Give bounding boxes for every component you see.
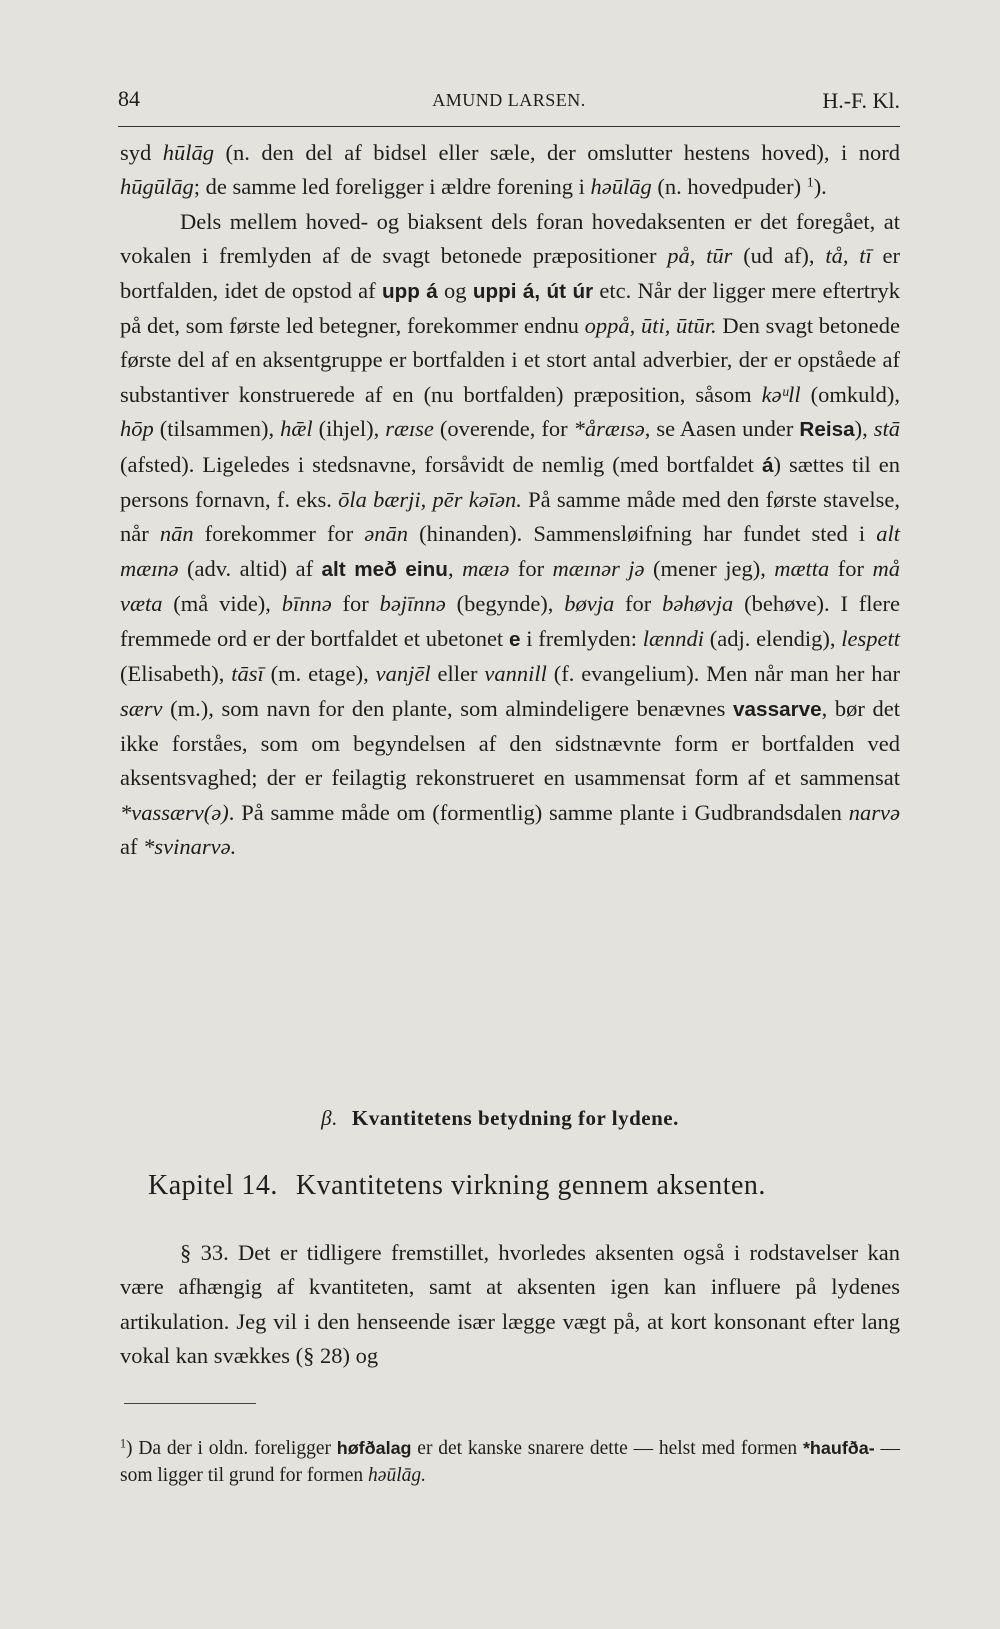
italic-word: tāsī <box>231 661 264 687</box>
text-run: (f. evangelium). Men når man her har <box>546 661 901 687</box>
text-run: (hinanden). Sammensløifning har fundet sted i <box>408 521 877 547</box>
text-run: af <box>120 834 144 860</box>
italic-word: lænndi <box>642 625 705 651</box>
header-section: H.-F. Kl. <box>822 88 900 113</box>
running-header <box>118 86 900 116</box>
chapter-label: Kapitel 14. <box>148 1170 278 1201</box>
text-run: (n. hovedpuder) <box>651 174 807 200</box>
section-text <box>120 1236 900 1374</box>
italic-word: oppå, ūti, ūtūr. <box>584 313 717 339</box>
italic-word: *svinarvə. <box>143 834 237 860</box>
italic-word: mæɪə <box>462 555 510 581</box>
text-run: (m.), som navn for den plante, som almindeligere benævnes <box>162 695 734 721</box>
text-run: , se Aasen under <box>644 416 800 442</box>
italic-word: ræɪse <box>385 416 434 442</box>
italic-word: bəhøvja <box>662 591 734 617</box>
italic-word: həūlāg <box>590 174 652 200</box>
italic-word: bəjīnnə <box>379 591 446 617</box>
text-run: , bør det ikke forståes, som om begyndelsen af den sidstnævnte form er bortfalden ved aksentsvaghed; der er feilagtig rekonstrueret en usammensat form af et sammensat <box>120 695 901 791</box>
main-text <box>120 136 900 865</box>
italic-word: lespett <box>841 625 901 651</box>
italic-word: vanjēl <box>375 661 431 687</box>
text-run: for <box>614 591 663 617</box>
italic-word: mæɪnər jə <box>552 555 645 581</box>
text-run: for <box>331 591 380 617</box>
footnote-body <box>120 1438 900 1486</box>
italic-word: narvə <box>848 799 900 825</box>
text-run: for <box>829 555 873 581</box>
footnote-rule <box>124 1403 256 1404</box>
footnote-marker: 1 <box>120 1436 127 1451</box>
text-run: er det kanske snarere dette — helst med formen <box>411 1438 803 1459</box>
bold-word: upp á <box>381 279 438 303</box>
italic-word: vannill <box>484 661 547 687</box>
text-run: (begynde), <box>445 591 565 617</box>
text-run: og <box>437 277 473 303</box>
text-run: forekommer for <box>193 521 365 547</box>
text-run: (omkuld), <box>800 381 900 407</box>
chapter-title: Kvantitetens virkning gennem aksenten. <box>295 1170 766 1201</box>
footnote <box>120 1435 900 1489</box>
bold-word: høfðalag <box>336 1438 412 1458</box>
bold-word: uppi á, út úr <box>472 279 594 303</box>
section-paragraph <box>120 1236 900 1374</box>
header-rule <box>118 126 900 127</box>
paragraph <box>120 205 900 865</box>
text-run: ) sættes til en persons fornavn, f. eks. <box>120 451 900 513</box>
text-run: På samme måde med den første stavelse, når <box>120 487 900 547</box>
italic-word: må væta <box>120 555 900 617</box>
text-run: ) Da der i oldn. foreligger <box>126 1438 337 1459</box>
text-run: ; de samme led foreligger i ældre forening i <box>193 174 591 200</box>
subheading <box>0 1106 1000 1131</box>
italic-word: særv <box>120 695 163 721</box>
italic-word: kəᵘll <box>761 381 801 407</box>
paragraph <box>120 136 900 205</box>
text-run: (må vide), <box>162 591 282 617</box>
text-run: er bortfalden, idet de opstod af <box>120 243 900 303</box>
text-run: (Elisabeth), <box>120 661 232 687</box>
italic-word: bīnnə <box>281 591 332 617</box>
text-run: eller <box>430 661 485 687</box>
italic-word: bøvja <box>564 591 615 617</box>
text-run: etc. Når der ligger mere eftertryk på det, som første led betegner, forekommer endnu <box>120 277 901 339</box>
italic-word: ənān <box>364 521 409 547</box>
text-run: (adv. altid) af <box>178 555 322 581</box>
section-sign: § 33. <box>180 1240 229 1265</box>
italic-word: mætta <box>774 555 830 581</box>
text-run: (ud af), <box>732 243 826 269</box>
subheading-text: Kvantitetens betydning for lydene. <box>351 1106 679 1130</box>
text-run: (ihjel), <box>312 416 386 442</box>
text-run: ), <box>854 416 874 442</box>
text-run: (behøve). I flere fremmede ord er der bortfaldet et ubetonet <box>120 591 900 651</box>
text-run: , <box>447 555 463 581</box>
text-run: Det er tidligere fremstillet, hvorledes aksenten også i rodstavelser kan være afhængig af kvantiteten, samt at aksenten igen kan influere på lydenes artikulation. Jeg vil i den henseende især lægge vægt på, at kort konsonant efter lang vokal kan svækkes (§ 28) og <box>120 1240 900 1369</box>
italic-word: hōp <box>120 416 154 442</box>
text-run: — som ligger til grund for formen <box>120 1438 900 1486</box>
footnote-ref: 1 <box>806 175 814 191</box>
italic-word: hūgūlāg <box>120 174 194 200</box>
italic-word: ōla bærji, pēr kəīən. <box>338 487 522 513</box>
bold-word: *haufða- <box>802 1438 875 1458</box>
bold-word: e <box>508 627 521 651</box>
text-run: (afsted). Ligeledes i stedsnavne, forsåvidt de nemlig (med bortfaldet <box>120 451 762 477</box>
italic-word: hūlāg <box>162 140 215 165</box>
text-run: i fremlyden: <box>520 625 643 651</box>
text-run: Dels mellem hoved- og biaksent dels foran hovedaksenten er det foregået, at vokalen i fremlyden af de svagt betonede præpositioner <box>120 208 900 269</box>
chapter-heading <box>148 1170 900 1202</box>
text-run: (m. etage), <box>263 661 376 687</box>
italic-word: hǣl <box>280 416 313 442</box>
italic-word: tå, tī <box>825 243 872 269</box>
text-run: Den svagt betonede første del af en aksentgruppe er bortfalden i et stort antal adverbier, der er opståede af substantiver konstruerede af en (nu bortfalden) præposition, såsom <box>120 313 900 407</box>
text-run: (adj. elendig), <box>704 625 842 651</box>
text-run: (mener jeg), <box>644 555 775 581</box>
italic-word: alt mæɪnə <box>120 521 900 581</box>
italic-word: həūlāg. <box>368 1465 426 1486</box>
text-run: (tilsammen), <box>153 416 281 442</box>
text-run: ). <box>813 174 827 200</box>
bold-word: á <box>761 453 774 477</box>
page-number: 84 <box>118 86 140 111</box>
section-body <box>120 1240 900 1368</box>
bold-word: Reisa <box>799 418 855 442</box>
bold-word: vassarve <box>733 697 822 721</box>
italic-word: *åræɪsə <box>573 416 645 442</box>
italic-word: nān <box>159 521 194 547</box>
italic-word: på, tūr <box>667 243 733 269</box>
italic-word: *vassærv(ə) <box>120 799 229 825</box>
text-run: . På samme måde om (formentlig) samme plante i Gudbrandsdalen <box>228 799 849 825</box>
text-run: (overende, for <box>433 416 574 442</box>
text-run: syd <box>120 140 163 165</box>
italic-word: stā <box>873 416 900 442</box>
bold-word: alt með einu <box>321 557 448 581</box>
text-run: for <box>509 555 553 581</box>
subheading-symbol: β. <box>321 1106 338 1130</box>
running-title: AMUND LARSEN. <box>432 90 586 110</box>
text-run: (n. den del af bidsel eller sæle, der omslutter hestens hoved), i nord <box>214 140 900 165</box>
